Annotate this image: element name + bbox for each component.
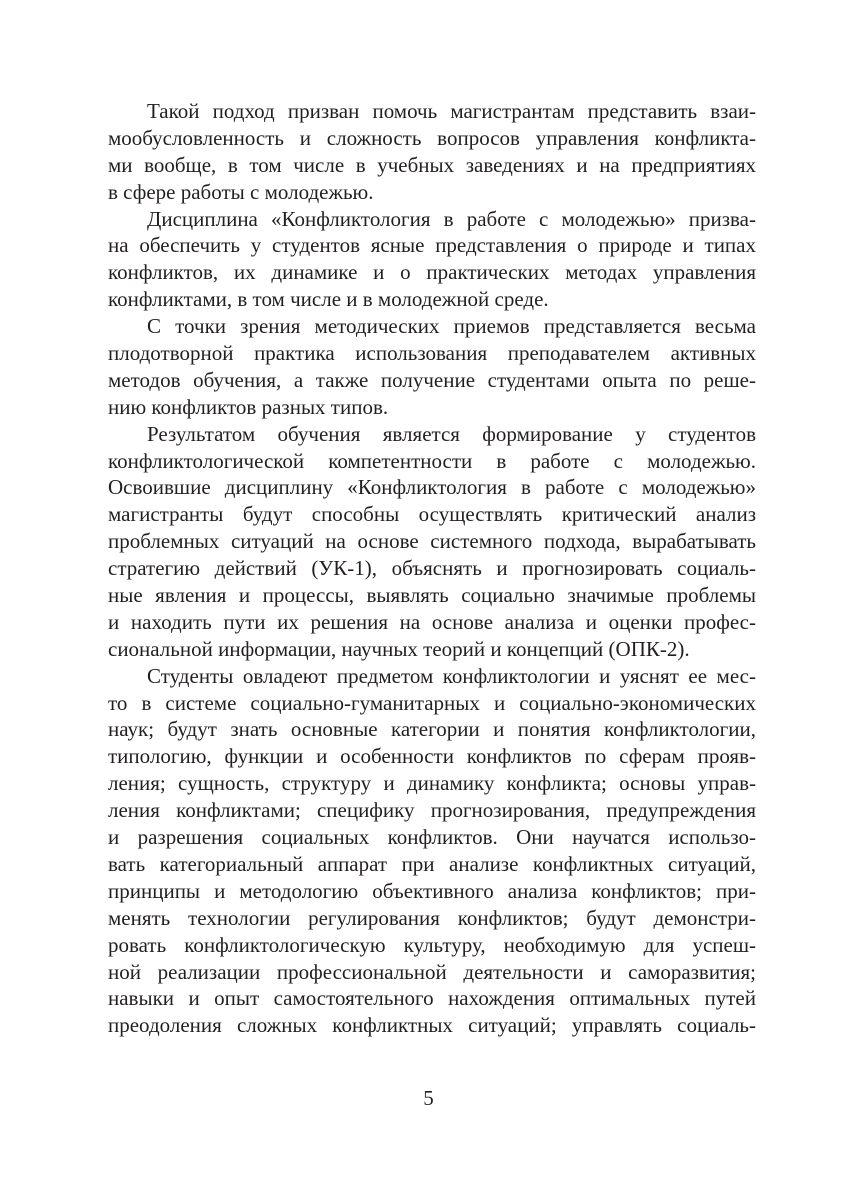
text-line: преодоления сложных конфликтных ситуаций; управлять социаль-: [108, 1013, 756, 1038]
body-text: [108, 98, 756, 1039]
page-number: 5: [423, 1086, 434, 1110]
text-line: в сфере работы с молодежью.: [108, 179, 374, 204]
paragraph-1: [108, 98, 756, 206]
paragraph-3: [108, 313, 756, 421]
text-line: магистранты будут способны осуществлять критический анализ: [108, 502, 756, 527]
text-line: ной реализации профессиональной деятельности и саморазвития;: [108, 959, 756, 984]
text-line: то в системе социально-гуманитарных и социально-экономических: [108, 690, 756, 715]
text-line: ления; сущность, структуру и динамику конфликта; основы управ-: [108, 771, 756, 796]
text-line: методов обучения, а также получение студентами опыта по реше-: [108, 367, 756, 392]
text-line: плодотворной практика использования преподавателем активных: [108, 341, 756, 366]
text-line: Студенты овладеют предметом конфликтологии и уяснят ее мес-: [147, 663, 756, 688]
text-line: Результатом обучения является формирование у студентов: [147, 421, 756, 446]
text-line: наук; будут знать основные категории и понятия конфликтологии,: [108, 717, 756, 742]
paragraph-5: [108, 663, 756, 1039]
text-line: навыки и опыт самостоятельного нахождения оптимальных путей: [108, 986, 756, 1011]
text-line: конфликтологической компетентности в работе с молодежью.: [108, 448, 756, 473]
text-line: сиональной информации, научных теорий и концепций (ОПК-2).: [108, 636, 690, 661]
text-line: принципы и методологию объективного анализа конфликтов; при-: [108, 878, 756, 903]
text-line: стратегию действий (УК-1), объяснять и прогнозировать социаль-: [108, 556, 756, 581]
text-line: Такой подход призван помочь магистрантам представить взаи-: [147, 99, 756, 123]
text-line: С точки зрения методических приемов представляется весьма: [147, 314, 756, 339]
text-line: ми вообще, в том числе в учебных заведениях и на предприятиях: [108, 152, 756, 177]
text-line: нию конфликтов разных типов.: [108, 394, 389, 419]
text-line: типологию, функции и особенности конфликтов по сферам прояв-: [108, 744, 756, 769]
paragraph-4: [108, 421, 756, 663]
text-line: менять технологии регулирования конфликтов; будут демонстри-: [108, 905, 756, 930]
text-line: ровать конфликтологическую культуру, необходимую для успеш-: [108, 932, 756, 957]
text-line: и разрешения социальных конфликтов. Они научатся использо-: [108, 825, 756, 850]
text-line: и находить пути их решения на основе анализа и оценки профес-: [108, 609, 756, 634]
text-line: вать категориальный аппарат при анализе конфликтных ситуаций,: [108, 851, 756, 876]
text-line: ные явления и процессы, выявлять социально значимые проблемы: [108, 583, 756, 608]
paragraph-2: [108, 206, 756, 314]
text-line: проблемных ситуаций на основе системного подхода, вырабатывать: [108, 529, 756, 554]
text-line: ления конфликтами; специфику прогнозирования, предупреждения: [108, 798, 756, 823]
text-line: Освоившие дисциплину «Конфликтология в работе с молодежью»: [108, 475, 756, 500]
text-line: конфликтами, в том числе и в молодежной среде.: [108, 287, 549, 312]
text-line: Дисциплина «Конфликтология в работе с молодежью» призва-: [147, 206, 756, 231]
text-line: мообусловленность и сложность вопросов управления конфликта-: [108, 125, 756, 150]
text-line: конфликтов, их динамике и о практических методах управления: [108, 260, 756, 285]
text-line: на обеспечить у студентов ясные представления о природе и типах: [108, 233, 756, 258]
